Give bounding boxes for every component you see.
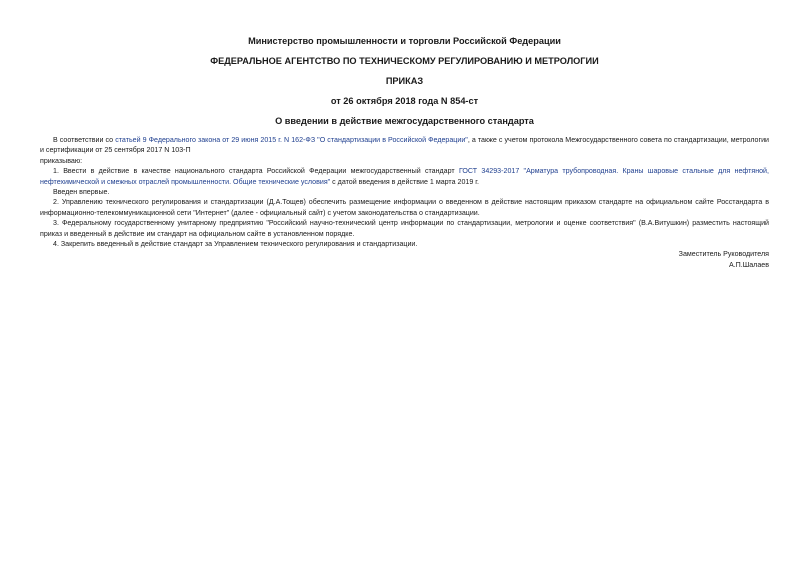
item-3-paragraph: 3. Федеральному государственному унитарному предприятию "Российский научно-технический центр информации по стандартизации, метрологии и оценке соответствия" (В.А.Витушкин) разместить настоящий приказ и введенный в действие им стандарт на официальном сайте в установленном порядке.	[40, 219, 769, 238]
gost-standard-link[interactable]: ГОСТ 34293-2017 "Арматура трубопроводная. Краны шаровые стальные для нефтяной, нефтехимической и смежных отраслей промышленности. Общие технические условия"	[40, 167, 769, 186]
item-1-text-end: с датой введения в действие 1 марта 2019 г.	[330, 177, 479, 186]
item-2-paragraph: 2. Управлению технического регулирования и стандартизации (Д.А.Тощев) обеспечить размещение информации о введенном в действие настоящим приказом стандарте на официальном сайте Росстандарта в информационно-телекоммуникационной сети "Интернет" (далее - официальный сайт) с учетом законодательства о стандартизации.	[40, 198, 769, 217]
document-title: О введении в действие межгосударственного стандарта	[275, 116, 534, 126]
item-4-paragraph: 4. Закрепить введенный в действие стандарт за Управлением технического регулирования и стандартизации.	[53, 240, 418, 249]
signatory-position: Заместитель Руководителя	[678, 250, 769, 259]
agency-heading: ФЕДЕРАЛЬНОЕ АГЕНТСТВО ПО ТЕХНИЧЕСКОМУ РЕГУЛИРОВАНИЮ И МЕТРОЛОГИИ	[210, 56, 599, 66]
federal-law-link[interactable]: статьей 9 Федерального закона от 29 июня 2015 г. N 162-ФЗ "О стандартизации в Российской Федерации"	[115, 136, 468, 144]
document-body	[40, 135, 769, 249]
preamble-paragraph	[40, 135, 769, 156]
ministry-heading: Министерство промышленности и торговли Российской Федерации	[248, 36, 561, 46]
introduced-first-note: Введен впервые.	[53, 188, 110, 197]
document-type-heading: ПРИКАЗ	[385, 76, 424, 86]
date-number-heading: от 26 октября 2018 года N 854-ст	[330, 96, 479, 106]
preamble-text-start: В соответствии со	[53, 136, 116, 144]
signatory-name: А.П.Шалаев	[728, 260, 769, 269]
preamble-text-end: , а также с учетом протокола Межгосударственного совета по стандартизации, метрологии и сертификации от 25 сентября 2017 N 103-П	[40, 136, 769, 155]
item-1-paragraph	[40, 166, 769, 187]
document-page	[40, 36, 769, 270]
item-1-text-start: 1. Ввести в действие в качестве национального стандарта Российской Федерации межгосударственный стандарт	[53, 167, 459, 176]
orders-word: приказываю:	[40, 156, 83, 165]
signature-block	[40, 249, 769, 270]
